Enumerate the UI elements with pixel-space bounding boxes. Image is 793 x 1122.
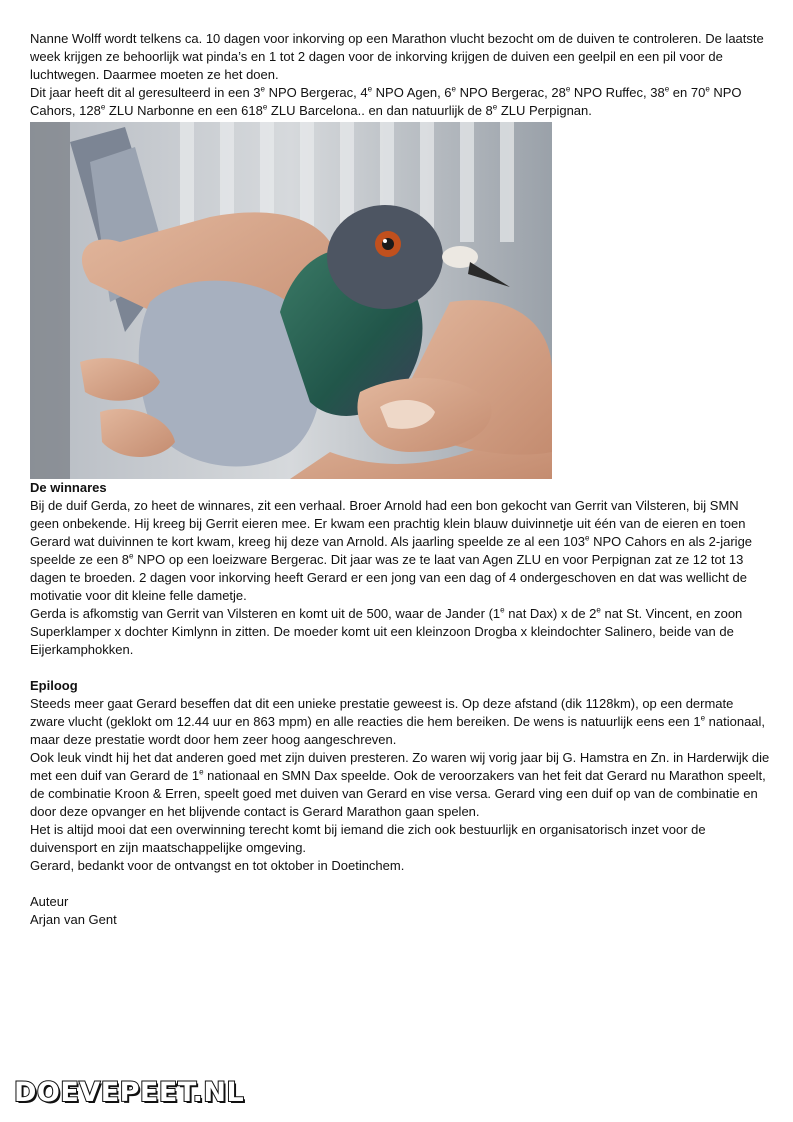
pigeon-photo <box>30 122 552 479</box>
winnares-paragraph-2: Gerda is afkomstig van Gerrit van Vilsteren en komt uit de 500, waar de Jander (1e nat Dax) x de 2e nat St. Vincent, en zoon Superklamper x dochter Kimlynn in zitten. De moeder komt uit een kleinzoon Drogba x kleindochter Salinero, beide van de Eijerkamphokken. <box>30 605 743 657</box>
section-heading-winnares: De winnares <box>30 480 107 495</box>
section-heading-epiloog: Epiloog <box>30 678 78 693</box>
author-name: Arjan van Gent <box>30 912 117 927</box>
epiloog-paragraph-3: Het is altijd mooi dat een overwinning terecht komt bij iemand die zich ook bestuurlijk en organisatorisch inzet voor de duivensport en zijn maatschappelijke omgeving. <box>30 822 706 855</box>
intro-paragraph-1: Nanne Wolff wordt telkens ca. 10 dagen voor inkorving op een Marathon vlucht bezocht om de duiven te controleren. De laatste week krijgen ze behoorlijk wat pinda’s en 1 tot 2 dagen voor de inkorving krijgen de duiven een geelpil en een pil voor de luchtwegen. Daarmee moeten ze het doen. <box>30 31 764 82</box>
epiloog-paragraph-2: Ook leuk vindt hij het dat anderen goed met zijn duiven presteren. Zo waren wij vorig jaar bij G. Hamstra en Zn. in Harderwijk die met een duif van Gerard de 1e nationaal en SMN Dax speelde. Ook de veroorzakers van het feit dat Gerard nu Marathon speelt, de combinatie Kroon & Erren, speelt goed met duiven van Gerard en vise versa. Gerard ving een duif op van de combinatie en door deze opvanger en het blijvende contact is Gerard Marathon gaan spelen. <box>30 750 770 819</box>
epiloog-paragraph-1: Steeds meer gaat Gerard beseffen dat dit een unieke prestatie geweest is. Op deze afstand (dik 1128km), op een dermate zware vlucht (geklokt om 12.44 uur en 863 mpm) en alle reacties die hem bereiken. De wens is natuurlijk eens een 1e nationaal, maar deze prestatie wordt door hem zeer hoog aangeschreven. <box>30 696 766 747</box>
epiloog-paragraph-4: Gerard, bedankt voor de ontvangst en tot oktober in Doetinchem. <box>30 858 405 873</box>
winnares-paragraph-1: Bij de duif Gerda, zo heet de winnares, zit een verhaal. Broer Arnold had een bon gekocht van Gerrit van Vilsteren, bij SMN geen onbekende. Hij kreeg bij Gerrit eieren mee. Er kwam een prachtig klein blauw duivinnetje uit één van de eieren en toen Gerard wat duivinnen te kort kwam, kreeg hij deze van Arnold. Als jaarling speelde ze al een 103e NPO Cahors en als 2-jarige speelde ze een 8e NPO op een loeizware Bergerac. Dit jaar was ze te laat van Agen ZLU en voor Perpignan zat ze 12 tot 13 dagen te broeden. 2 dagen voor inkorving heeft Gerard er een jong van een dag of 4 ondergeschoven en dat was wellicht de motivatie voor dit kleine felle dametje. <box>30 498 753 603</box>
article <box>30 30 770 929</box>
author-label: Auteur <box>30 894 69 909</box>
site-logo: DOEVEPEET.NL <box>14 1077 245 1108</box>
intro-paragraph-2: Dit jaar heeft dit al geresulteerd in een 3e NPO Bergerac, 4e NPO Agen, 6e NPO Bergerac, 28e NPO Ruffec, 38e en 70e NPO Cahors, 128e ZLU Narbonne en een 618e ZLU Barcelona.. en dan natuurlijk de 8e ZLU Perpignan. <box>30 84 742 118</box>
pigeon-illustration <box>30 122 552 479</box>
